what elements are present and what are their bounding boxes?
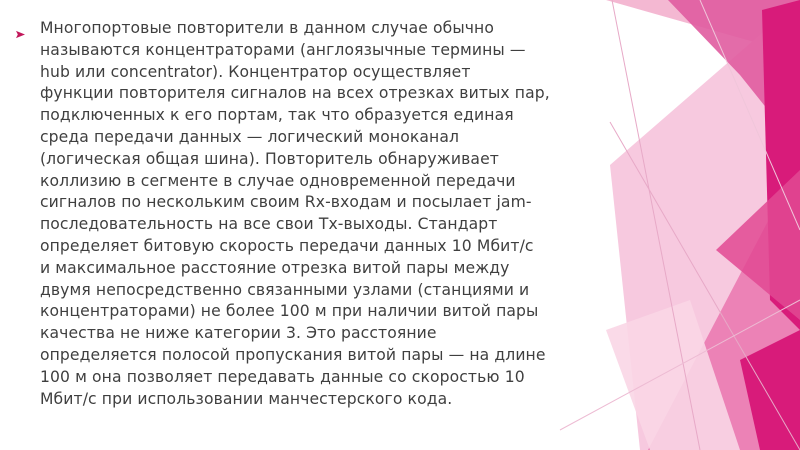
content-area (16, 18, 606, 410)
bullet-paragraph: Многопортовые повторители в данном случае обычно называются концентраторами (англоязычные термины — hub или concentrator). Концентратор осуществляет функции повторителя сигналов на всех отрезках витых пар, подключенных к его портам, так что образуется единая среда передачи данных — логический моноканал (логическая общая шина). Повторитель обнаруживает коллизию в сегменте в случае одновременной передачи сигналов по нескольким своим Rx-входам и посылает jam- последовательность на все свои Tx-выходы. Стандарт определяет битовую скорость передачи данных 10 Мбит/с и максимальное расстояние отрезка витой пары между двумя непосредственно связанными узлами (станциями и концентраторами) не более 100 м при наличии витой пары качества не ниже категории 3. Это расстояние определяется полосой пропускания витой пары — на длине 100 м она позволяет передавать данные со скоростью 10 Мбит/с при использовании манчестерского кода. (40, 19, 550, 408)
triangle-right-icon (16, 18, 40, 43)
bullet-item (16, 18, 606, 410)
